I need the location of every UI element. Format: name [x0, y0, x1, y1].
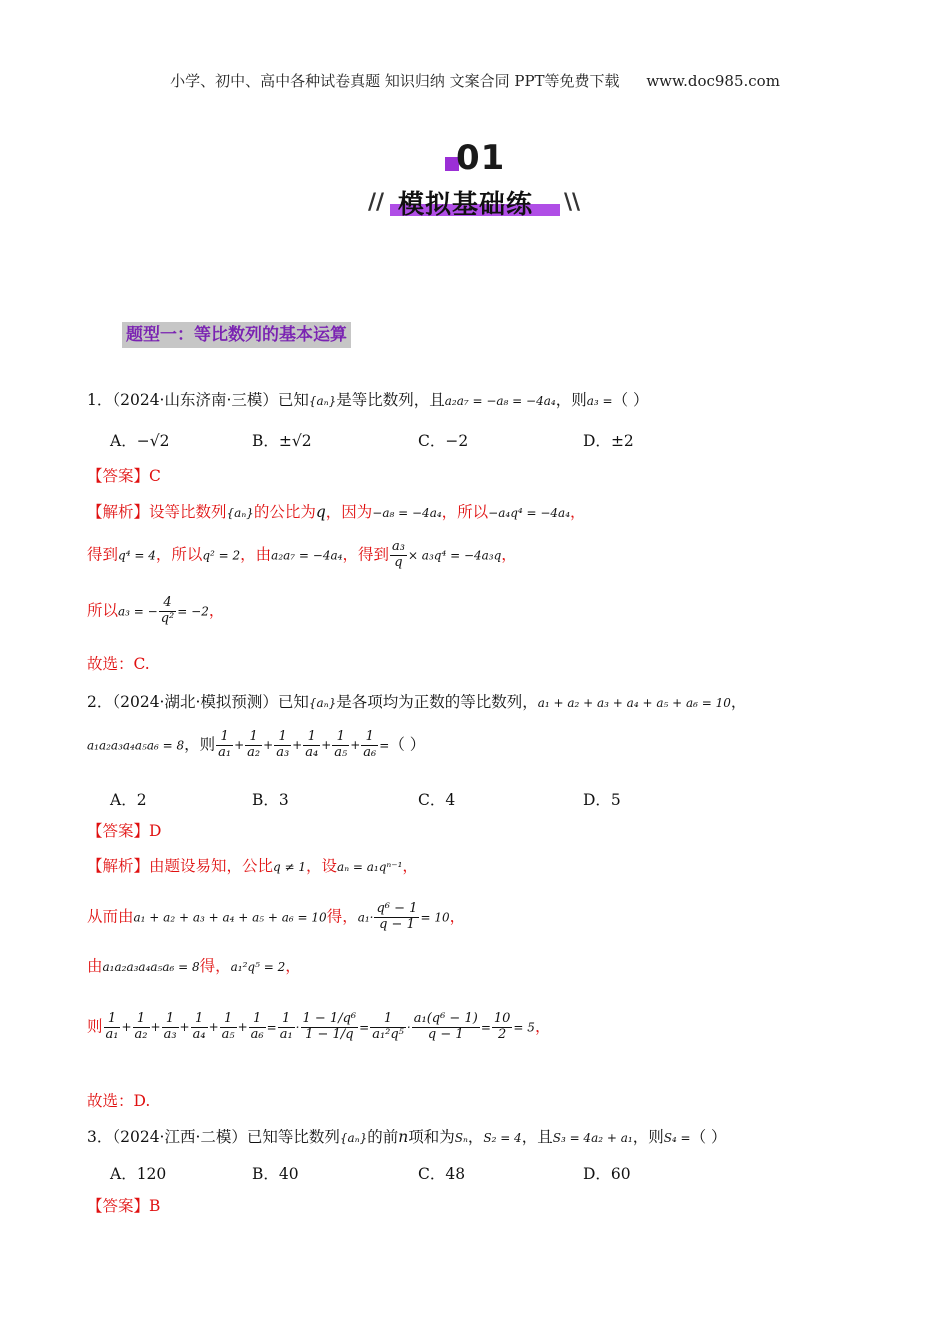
q1-option-c[interactable]: C．−2: [418, 432, 469, 450]
slash-left-decoration: //: [368, 190, 385, 215]
reciprocal-term: $\frac{1}{\text{a₅}}$: [334, 729, 348, 760]
q3-answer: 【答案】B: [87, 1197, 161, 1215]
q1-stem: [87, 388, 649, 410]
q2-stem-line2: a₁a₂a₃a₄a₅a₆ = 8，则 $\frac{1}{\text{a₁}}$ + $\frac{1}{\text{a₂}}$ + $\frac{1}{\text{a₃}}$ + $\frac{1}{\text{a₄}}$ + $\frac{1}{\text{a₅}}$ + $\frac{1}{\text{a₆}}$ =（ ）: [87, 729, 426, 760]
q1-analysis-line2: 得到q⁴ = 4，所以q² = 2，由a₂a₇ = −4a₄，得到 $\frac{\text{a₃}}{q}$ × a₃q⁴ = −4a₃q，: [87, 539, 517, 570]
q1-option-a[interactable]: A．−√2: [110, 432, 170, 450]
q1-analysis-line1: 【解析】设等比数列{aₙ}的公比为q，因为−a₈ = −4a₄，所以−a₄q⁴ = −4a₄，: [87, 503, 586, 521]
q1-analysis-line3: 所以a₃ = − $\frac{4}{\text{q²}}$ = −2，: [87, 595, 225, 626]
header-site-link[interactable]: www.doc985.com: [646, 72, 780, 90]
q2-answer-value: D: [149, 822, 162, 840]
reciprocal-term: $\frac{1}{\text{a₂}}$: [134, 1011, 148, 1042]
q1-condition: a₂a₇ = −a₈ = −4a₄: [444, 394, 556, 408]
q1-conclusion: 故选：C.: [87, 655, 150, 673]
reciprocal-term: $\frac{1}{\text{a₅}}$: [221, 1011, 235, 1042]
section-number-badge: [440, 138, 510, 178]
q3-option-d[interactable]: D．60: [583, 1165, 631, 1183]
reciprocal-term: $\frac{1}{\text{a₁}}$: [105, 1011, 119, 1042]
q3-option-c[interactable]: C．48: [418, 1165, 466, 1183]
reciprocal-term: $\frac{1}{\text{a₁}}$: [218, 729, 232, 760]
slash-right-decoration: \\: [564, 190, 581, 215]
q2-option-c[interactable]: C．4: [418, 791, 456, 809]
reciprocal-term: $\frac{1}{\text{a₂}}$: [247, 729, 261, 760]
reciprocal-term: $\frac{1}{\text{a₆}}$: [363, 729, 377, 760]
q2-option-d[interactable]: D．5: [583, 791, 621, 809]
section-title-banner: [368, 182, 583, 222]
q2-analysis-line4: 则 $\frac{1}{\text{a₁}}$ + $\frac{1}{\text{a₂}}$ + $\frac{1}{\text{a₃}}$ + $\frac{1}{\text{a₄}}$ + $\frac{1}{\text{a₅}}$ + $\frac{1}{\text{a₆}}$ = $\frac{1}{\text{a₁}}$ · $\frac{\text{1 − 1/q⁶}}{1 - 1/q}$ = $\frac{1}{\text{a₁²q⁵}}$ · $\frac{\text{a₁(q⁶ − 1)}}{q - 1}$ = $\frac{10}{2}$ = 5，: [87, 1011, 551, 1042]
q2-stem: 2．（2024·湖北·模拟预测）已知{aₙ}是各项均为正数的等比数列，a₁ + a₂ + a₃ + a₄ + a₅ + a₆ = 10，: [87, 693, 747, 711]
q1-stem-pre: 1．（2024·山东济南·三模）已知: [87, 391, 309, 409]
q1-answer-paren: （ ）: [612, 391, 649, 409]
q1-answer: 【答案】C: [87, 467, 161, 485]
q2-analysis-line1: 【解析】由题设易知，公比q ≠ 1，设aₙ = a₁qⁿ⁻¹，: [87, 857, 418, 875]
q2-option-b[interactable]: B．3: [252, 791, 289, 809]
q3-option-b[interactable]: B．40: [252, 1165, 299, 1183]
q1-option-b[interactable]: B．±√2: [252, 432, 312, 450]
page-header: [0, 70, 950, 91]
q1-seq: {aₙ}: [308, 394, 337, 408]
q2-analysis-line3: 由a₁a₂a₃a₄a₅a₆ = 8得，a₁²q⁵ = 2，: [87, 957, 301, 975]
header-title: 小学、初中、高中各种试卷真题 知识归纳 文案合同 PPT等免费下载: [170, 72, 620, 90]
section-title: 模拟基础练: [398, 190, 534, 220]
q1-stem-mid: 是等比数列，且: [336, 391, 445, 409]
q3-answer-value: B: [149, 1197, 161, 1215]
q2-product-condition: a₁a₂a₃a₄a₅a₆ = 8: [87, 738, 185, 753]
reciprocal-term: $\frac{1}{\text{a₄}}$: [305, 729, 319, 760]
q2-answer: 【答案】D: [87, 822, 162, 840]
q1-option-d[interactable]: D．±2: [583, 432, 634, 450]
reciprocal-term: $\frac{1}{\text{a₃}}$: [276, 729, 290, 760]
q2-reciprocal-sum-solution: $\frac{1}{\text{a₁}}$ + $\frac{1}{\text{a₂}}$ + $\frac{1}{\text{a₃}}$ + $\frac{1}{\text{a₄}}$ + $\frac{1}{\text{a₅}}$ + $\frac{1}{\text{a₆}}$: [105, 1011, 264, 1042]
reciprocal-term: $\frac{1}{\text{a₆}}$: [250, 1011, 264, 1042]
q1-stem-post: ，则: [555, 391, 587, 409]
q2-reciprocal-sum: $\frac{1}{\text{a₁}}$ + $\frac{1}{\text{a₂}}$ + $\frac{1}{\text{a₃}}$ + $\frac{1}{\text{a₄}}$ + $\frac{1}{\text{a₅}}$ + $\frac{1}{\text{a₆}}$: [218, 729, 377, 760]
q2-analysis-line2: 从而由a₁ + a₂ + a₃ + a₄ + a₅ + a₆ = 10得，a₁· $\frac{\text{q⁶ − 1}}{q - 1}$ = 10，: [87, 901, 466, 932]
q3-stem: 3．（2024·江西·二模）已知等比数列{aₙ}的前n项和为Sₙ，S₂ = 4，且S₃ = 4a₂ + a₁，则S₄ =（ ）: [87, 1128, 727, 1146]
q1-answer-value: C: [149, 467, 161, 485]
reciprocal-term: $\frac{1}{\text{a₃}}$: [163, 1011, 177, 1042]
q2-conclusion: 故选：D.: [87, 1092, 151, 1110]
q2-option-a[interactable]: A．2: [110, 791, 147, 809]
q1-ask: a₃ =: [586, 394, 613, 408]
question-type-heading: 题型一：等比数列的基本运算: [122, 322, 351, 348]
reciprocal-term: $\frac{1}{\text{a₄}}$: [192, 1011, 206, 1042]
section-number: 01: [456, 138, 506, 178]
q3-option-a[interactable]: A．120: [110, 1165, 167, 1183]
